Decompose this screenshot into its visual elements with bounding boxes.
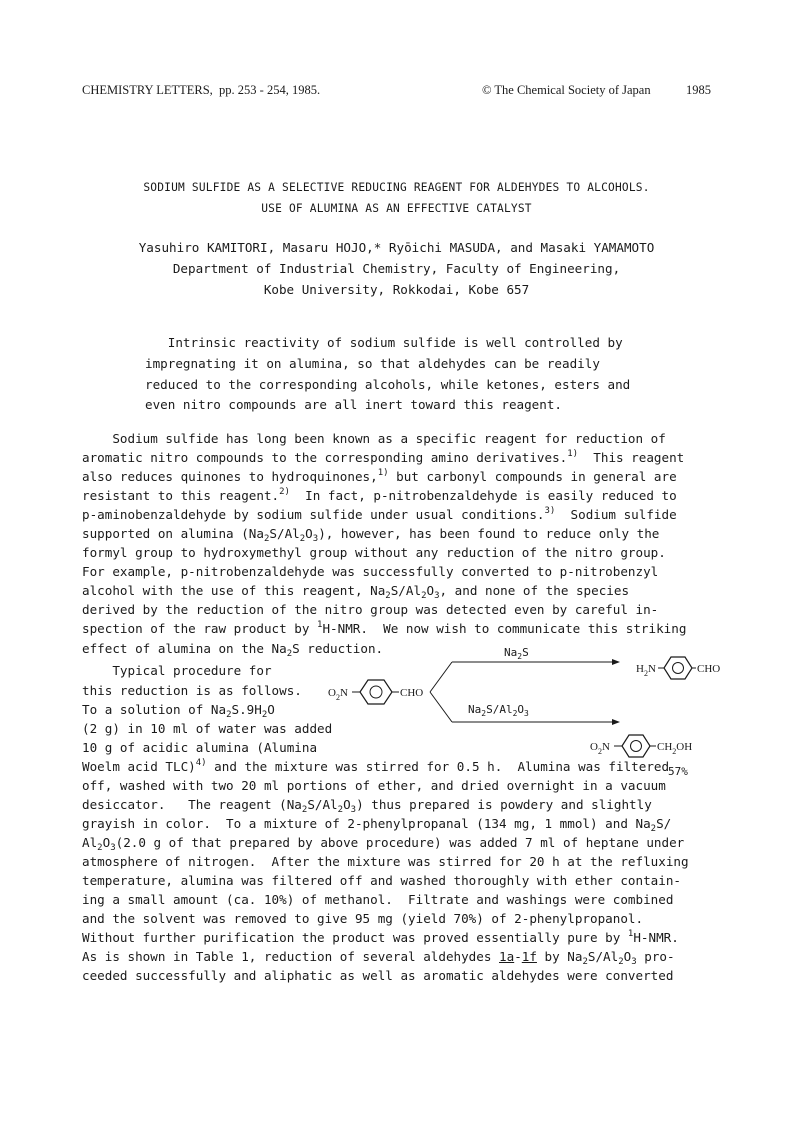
affiliation-department: Department of Industrial Chemistry, Faculty of Engineering, xyxy=(172,261,621,276)
body-line: derived by the reduction of the nitro group was detected even by careful in- xyxy=(82,602,659,617)
body-line: alcohol with the use of this reagent, $Na_2S/Al_2O_3$, and none of the species xyxy=(82,583,630,601)
svg-text:H2N: $H_2N$ xyxy=(636,663,656,678)
body-line: For example, p-nitrobenzaldehyde was successfully converted to p-nitrobenzyl xyxy=(82,564,659,579)
body-line: (2 g) in 10 ml of water was added xyxy=(82,721,333,736)
body-line: desiccator. The reagent $(Na_2S/Al_2O_3)$ thus prepared is powdery and slightly xyxy=(82,797,652,815)
reagent-na2s-alumina: $Na_2S/Al_2O_3$ xyxy=(468,703,529,718)
body-line: aromatic nitro compounds to the corresponding amino derivatives.$^{1)}$ This reagent xyxy=(82,449,685,465)
body-line: atmosphere of nitrogen. After the mixture was stirred for 20 h at the refluxing xyxy=(82,854,689,869)
body-line: Woelm acid TLC)$^{4)}$ and the mixture was stirred for 0.5 h. Alumina was filtered xyxy=(82,758,670,774)
paper-title-line-2: USE OF ALUMINA AS AN EFFECTIVE CATALYST xyxy=(261,202,532,215)
body-line: 10 g of acidic alumina (Alumina xyxy=(82,740,318,755)
body-line: temperature, alumina was filtered off and washed thoroughly with ether contain- xyxy=(82,873,681,888)
reagent-na2s: $Na_2S$ xyxy=(504,646,529,661)
svg-text:CHO: CHO xyxy=(400,687,424,699)
journal-citation: CHEMISTRY LETTERS, pp. 253 - 254, 1985. xyxy=(82,83,321,97)
body-line: off, washed with two 20 ml portions of ether, and dried overnight in a vacuum xyxy=(82,778,666,793)
svg-text:CH2OH: $CH_2OH$ xyxy=(657,741,693,756)
header-year: 1985 xyxy=(686,83,711,97)
abstract-line: impregnating it on alumina, so that aldehydes can be readily xyxy=(145,355,600,371)
body-line: also reduces quinones to hydroquinones,$^{1)}$ but carbonyl compounds in general are xyxy=(82,468,677,484)
body-line: ceeded successfully and aliphatic as well as aromatic aldehydes were converted xyxy=(82,968,674,983)
body-line: effect of alumina on the $Na_2S$ reduction. xyxy=(82,641,384,659)
svg-text:CHO: CHO xyxy=(697,663,720,675)
reaction-scheme xyxy=(320,640,720,780)
affiliation-university: Kobe University, Rokkodai, Kobe 657 xyxy=(263,282,530,297)
body-line: grayish in color. To a mixture of 2-phenylpropanal (134 mg, 1 mmol) and $Na_2S/$ xyxy=(82,816,672,834)
abstract-line: Intrinsic reactivity of sodium sulfide is well controlled by xyxy=(145,335,623,350)
product-nitrobenzyl-alcohol xyxy=(590,735,692,757)
svg-text:O2N: $O_2N$ xyxy=(328,687,348,702)
body-line: $Al_2O_3(2.0$ g of that prepared by above procedure) was added 7 ml of heptane under xyxy=(82,835,685,853)
body-line: As is shown in Table 1, reduction of several aldehydes 1a-1f by $Na_2S/Al_2O_3$ pro- xyxy=(82,949,675,967)
start-nitrobenzaldehyde xyxy=(328,680,423,704)
paper-title-line-1: SODIUM SULFIDE AS A SELECTIVE REDUCING REAGENT FOR ALDEHYDES TO ALCOHOLS. xyxy=(143,181,650,194)
body-line: spection of the raw product by $^1$H-NMR. We now wish to communicate this striking xyxy=(82,620,687,636)
copyright-notice: © The Chemical Society of Japan xyxy=(482,83,651,97)
body-line: ing a small amount (ca. 10%) of methanol. Filtrate and washings were combined xyxy=(82,892,674,907)
body-line: formyl group to hydroxymethyl group without any reduction of the nitro group. xyxy=(82,545,666,560)
body-line: Typical procedure for xyxy=(82,663,272,678)
abstract-line: reduced to the corresponding alcohols, while ketones, esters and xyxy=(145,376,631,392)
body-line: p-aminobenzaldehyde by sodium sulfide under usual conditions.$^{3)}$ Sodium sulfide xyxy=(82,506,677,522)
body-line: this reduction is as follows. xyxy=(82,683,302,698)
yield-label: 57% xyxy=(668,765,688,778)
svg-text:O2N: $O_2N$ xyxy=(590,741,610,756)
author-list: Yasuhiro KAMITORI, Masaru HOJO,* Ryōichi MASUDA, and Masaki YAMAMOTO xyxy=(138,240,655,255)
body-line: resistant to this reagent.$^{2)}$ In fact, p-nitrobenzaldehyde is easily reduced to xyxy=(82,487,677,503)
body-line: supported on alumina $(Na_2S/Al_2O_3)$, however, has been found to reduce only the xyxy=(82,526,660,544)
body-line: and the solvent was removed to give 95 mg (yield 70%) of 2-phenylpropanol. xyxy=(82,911,644,926)
body-line: Without further purification the product was proved essentially pure by $^1$H-NMR. xyxy=(82,929,679,945)
abstract xyxy=(145,333,665,416)
body-line: Sodium sulfide has long been known as a specific reagent for reduction of xyxy=(82,431,666,446)
body-line: To a solution of $Na_2S.9H_2O$ xyxy=(82,702,275,720)
running-header xyxy=(82,83,711,101)
abstract-line: even nitro compounds are all inert toward this reagent. xyxy=(145,397,563,413)
product-aminobenzaldehyde xyxy=(636,657,720,679)
